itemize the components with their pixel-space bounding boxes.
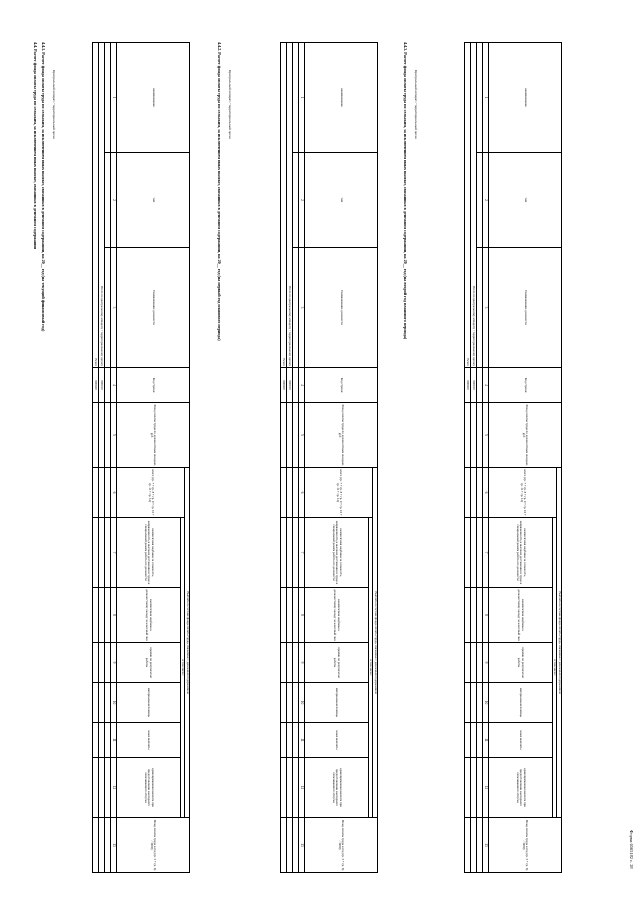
form-code: Форма 0505182 с. 28 — [629, 830, 634, 869]
table-cell — [476, 683, 482, 723]
table-cell — [476, 758, 482, 818]
table-cell — [464, 468, 470, 518]
table-cell — [104, 758, 110, 818]
section-4-4-1-title: 4.4.1. Расчет фонда оплаты труда по сельским, за исключением иных выплат, связанных в денежном содержании, на 20__ год (на текущий финансовый год) — [41, 42, 46, 332]
table-cell — [292, 403, 298, 468]
table3-num-5: 5 — [482, 403, 488, 468]
table2-num-10: 10 — [298, 683, 304, 723]
table1-grand-total-label: Всего — [92, 43, 98, 368]
table1-col-allowance-complexity: ежемесячная надбавка за сложность, напряженность и высокие достижения в труде и специальный режим работы по должности — [116, 518, 180, 588]
table2-col-name: наименование — [304, 43, 377, 153]
table-cell — [286, 818, 292, 873]
table2-col-incl: в том числе: — [368, 518, 373, 818]
table-cell — [292, 683, 298, 723]
table2-num-12: 12 — [298, 758, 304, 818]
table-cell — [280, 818, 286, 873]
table-cell — [104, 643, 110, 683]
table3-col-incl: в том числе: — [552, 518, 557, 818]
table-cell — [470, 518, 476, 588]
table3-col-position: Наименование должности — [488, 248, 561, 368]
table3-col-vacation: единовременная выплата при предоставлении ежегодного оплачиваемого отпуска — [488, 758, 552, 818]
table1-num-7: 7 — [110, 518, 116, 588]
table3-group-label: Центральный аппарат / территориальный орган — [414, 70, 418, 139]
table-cell — [104, 153, 110, 248]
table3-grand-total-label: Всего — [464, 43, 470, 368]
table-cell — [280, 723, 286, 758]
table2-col-type: тип — [304, 153, 377, 248]
table-cell — [292, 43, 298, 153]
table-cell — [92, 588, 98, 643]
table-cell — [286, 723, 292, 758]
table2-col-allowance-complexity: ежемесячная надбавка за сложность, напряженность и высокие достижения в труде и специальный режим работы по должности — [304, 518, 368, 588]
table1-col-type: тип — [116, 153, 189, 248]
table1-col-total: всего (гр. 7 + гр. 8 + гр. 9 + гр. 10 + гр. 11 + гр. 12) — [116, 468, 185, 518]
table-cell — [292, 518, 298, 588]
table-cell — [104, 723, 110, 758]
table-cell — [286, 758, 292, 818]
table1-col-name: наименование — [116, 43, 189, 153]
table3-num-13: 13 — [482, 818, 488, 873]
table3-col-line-code: Код строки — [488, 368, 561, 403]
table1-col-material-help: материальная помощь — [116, 683, 180, 723]
table-cell — [98, 683, 104, 723]
table1-col-position: Наименование должности — [116, 248, 189, 368]
table-cell — [92, 818, 98, 873]
table-cell — [280, 518, 286, 588]
table3-col-name: наименование — [488, 43, 561, 153]
table2-num-8: 8 — [298, 588, 304, 643]
table2-col-other: иные выплаты — [304, 723, 368, 758]
table-cell — [464, 518, 470, 588]
table-cell — [476, 368, 482, 403]
table2-col-annual-fund: Фонд оплаты труда в год (гр. 5 + гр. 6) / 1000) — [304, 818, 377, 873]
table-cell — [476, 403, 482, 468]
table2-col-vacation: единовременная выплата при предоставлении ежегодного оплачиваемого отпуска — [304, 758, 368, 818]
table-cell — [98, 758, 104, 818]
table-cell — [292, 643, 298, 683]
table-cell — [92, 723, 98, 758]
section-4-4-3-title: 4.4.3. Расчет фонда оплаты труда по сельским, за исключением иных выплат, связанных в денежном содержании, на 20__ год (на второй год планового периода) — [403, 42, 408, 340]
table2-col-fund-monthly: Фонд оплаты труда по должностным окладам, руб — [304, 403, 377, 468]
table1-col-bonus: премии по результатам работы — [116, 643, 180, 683]
table-cell — [470, 403, 476, 468]
table-cell — [98, 518, 104, 588]
table-cell — [470, 683, 476, 723]
table3-col-bonus: премии по результатам работы — [488, 643, 552, 683]
table-cell — [464, 643, 470, 683]
table-cell — [104, 248, 110, 368]
table2-col-payments-in-fund: Выплаты в составе фонда оплаты труда, связанные с денежным содержанием — [373, 468, 378, 818]
table1-col-annual-fund: Фонд оплаты труда в год (гр. 5 + гр. 6) / 1000) — [116, 818, 189, 873]
table-cell — [104, 403, 110, 468]
table-cell — [470, 818, 476, 873]
table-cell — [98, 723, 104, 758]
table-cell — [476, 588, 482, 643]
table-cell — [280, 683, 286, 723]
table2-num-9: 9 — [298, 643, 304, 683]
table2-num-1: 1 — [298, 43, 304, 153]
table1-num-6: 6 — [110, 468, 116, 518]
table-cell — [476, 43, 482, 153]
table2-num-13: 13 — [298, 818, 304, 873]
table3-col-material-help: материальная помощь — [488, 683, 552, 723]
table3-num-8: 8 — [482, 588, 488, 643]
table3-num-10: 10 — [482, 683, 488, 723]
table-cell — [280, 468, 286, 518]
table-cell — [470, 468, 476, 518]
table3-num-1: 1 — [482, 43, 488, 153]
table2-num-11: 11 — [298, 723, 304, 758]
table1-num-8: 8 — [110, 588, 116, 643]
table3-num-7: 7 — [482, 518, 488, 588]
table-cell — [286, 588, 292, 643]
table-cell — [470, 723, 476, 758]
table1-col-other: иные выплаты — [116, 723, 180, 758]
table-cell — [92, 468, 98, 518]
table-cell — [470, 643, 476, 683]
table2-num-7: 7 — [298, 518, 304, 588]
table1-num-2: 2 — [110, 153, 116, 248]
table-cell — [476, 818, 482, 873]
table3-col-other: иные выплаты — [488, 723, 552, 758]
table-cell — [476, 468, 482, 518]
table3-col-type: тип — [488, 153, 561, 248]
table-cell — [104, 683, 110, 723]
table-cell — [464, 683, 470, 723]
table2-col-material-help: материальная помощь — [304, 683, 368, 723]
table1-num-1: 1 — [110, 43, 116, 153]
table2-total-row-code: 900010 — [286, 368, 292, 403]
table3-num-12: 12 — [482, 758, 488, 818]
section-4-4-title: 4.4. Расчет фонда оплаты труда по сельским, за исключением иных выплат, связанных в денежном содержании — [33, 42, 38, 250]
table-cell — [92, 518, 98, 588]
table2-col-total: всего (гр. 7 + гр. 8 + гр. 9 + гр. 10 + гр. 11 + гр. 12) — [304, 468, 373, 518]
table-cell — [476, 248, 482, 368]
table3-num-4: 4 — [482, 368, 488, 403]
section-4-4-2-title: 4.4.2. Расчет фонда оплаты труда по сельским, за исключением иных выплат, связанных в денежном содержании, на 20__ год (на первый год планового периода) — [217, 42, 222, 341]
table-cell — [470, 758, 476, 818]
table3-total-row-label: Итого по центральному аппарату / территориальному органу — [470, 43, 476, 368]
table1-num-4: 4 — [110, 368, 116, 403]
table2-num-5: 5 — [298, 403, 304, 468]
table-cell — [476, 153, 482, 248]
table-cell — [280, 403, 286, 468]
table2-total-row-label: Итого по центральному аппарату / территориальному органу — [286, 43, 292, 368]
table2-num-2: 2 — [298, 153, 304, 248]
table-cell — [286, 518, 292, 588]
table3-total-row-code: 900010 — [470, 368, 476, 403]
table-cell — [464, 818, 470, 873]
table-cell — [292, 588, 298, 643]
table2-col-allowance-rank: ежемесячная надбавка к должностному окладу за классный чин — [304, 588, 368, 643]
table-cell — [98, 818, 104, 873]
table1-total-row-label: Итого по центральному аппарату / территориальному органу — [98, 43, 104, 368]
table-cell — [286, 468, 292, 518]
table3-num-6: 6 — [482, 468, 488, 518]
table-cell — [92, 758, 98, 818]
table1-col-vacation: единовременная выплата при предоставлении ежегодного оплачиваемого отпуска — [116, 758, 180, 818]
table1-col-incl: в том числе: — [180, 518, 185, 818]
table1-col-fund-monthly: Фонд оплаты труда по должностным окладам, руб — [116, 403, 189, 468]
table1-total-row-code: 900010 — [98, 368, 104, 403]
table1-num-13: 13 — [110, 818, 116, 873]
table3 — [464, 42, 562, 873]
table2 — [280, 42, 378, 873]
table-cell — [476, 643, 482, 683]
table1-num-12: 12 — [110, 758, 116, 818]
table-cell — [98, 468, 104, 518]
table3-col-total: всего (гр. 7 + гр. 8 + гр. 9 + гр. 10 + гр. 11 + гр. 12) — [488, 468, 557, 518]
table-cell — [292, 468, 298, 518]
table-cell — [286, 643, 292, 683]
table-cell — [104, 588, 110, 643]
table2-num-3: 3 — [298, 248, 304, 368]
table1-col-allowance-rank: ежемесячная надбавка к должностному окладу за классный чин — [116, 588, 180, 643]
table-cell — [98, 643, 104, 683]
table-cell — [104, 468, 110, 518]
table-cell — [292, 153, 298, 248]
table-cell — [286, 683, 292, 723]
table-cell — [464, 723, 470, 758]
table1-num-9: 9 — [110, 643, 116, 683]
table-cell — [292, 758, 298, 818]
table-cell — [292, 368, 298, 403]
table3-col-payments-in-fund: Выплаты в составе фонда оплаты труда, связанные с денежным содержанием — [557, 468, 562, 818]
table-cell — [104, 518, 110, 588]
table3-num-2: 2 — [482, 153, 488, 248]
table-cell — [104, 818, 110, 873]
table-cell — [104, 43, 110, 153]
table-cell — [92, 403, 98, 468]
table3-col-fund-monthly: Фонд оплаты труда по должностным окладам, руб — [488, 403, 561, 468]
table-cell — [98, 403, 104, 468]
table-cell — [280, 588, 286, 643]
table-cell — [470, 588, 476, 643]
table3-num-9: 9 — [482, 643, 488, 683]
table-cell — [476, 723, 482, 758]
table3-num-3: 3 — [482, 248, 488, 368]
table2-num-4: 4 — [298, 368, 304, 403]
table1 — [92, 42, 190, 873]
table2-group-label: Центральный аппарат / территориальный орган — [228, 70, 232, 139]
table-cell — [476, 518, 482, 588]
table2-col-line-code: Код строки — [304, 368, 377, 403]
table2-num-6: 6 — [298, 468, 304, 518]
table-cell — [292, 248, 298, 368]
table1-num-10: 10 — [110, 683, 116, 723]
table3-col-annual-fund: Фонд оплаты труда в год (гр. 5 + гр. 6) / 1000) — [488, 818, 561, 873]
table-cell — [280, 643, 286, 683]
table-cell — [464, 403, 470, 468]
table2-grand-total-code: 900020 — [280, 368, 286, 403]
table1-grand-total-code: 900020 — [92, 368, 98, 403]
table-cell — [104, 368, 110, 403]
table-cell — [292, 818, 298, 873]
table1-group-label: Центральный аппарат / территориальный орган — [52, 70, 56, 139]
table-cell — [464, 758, 470, 818]
table3-grand-total-code: 900020 — [464, 368, 470, 403]
table2-col-bonus: премии по результатам работы — [304, 643, 368, 683]
table1-num-11: 11 — [110, 723, 116, 758]
table2-grand-total-label: Всего — [280, 43, 286, 368]
table1-num-5: 5 — [110, 403, 116, 468]
table3-col-allowance-rank: ежемесячная надбавка к должностному окладу за классный чин — [488, 588, 552, 643]
table-cell — [92, 643, 98, 683]
table-cell — [286, 403, 292, 468]
table-cell — [98, 588, 104, 643]
table1-col-payments-in-fund: Выплаты в составе фонда оплаты труда, связанные с денежным содержанием — [185, 468, 190, 818]
table3-num-11: 11 — [482, 723, 488, 758]
table-cell — [92, 683, 98, 723]
table1-num-3: 3 — [110, 248, 116, 368]
table3-col-allowance-complexity: ежемесячная надбавка за сложность, напряженность и высокие достижения в труде и специальный режим работы по должности — [488, 518, 552, 588]
table1-col-line-code: Код строки — [116, 368, 189, 403]
table-cell — [464, 588, 470, 643]
table-cell — [292, 723, 298, 758]
table2-col-position: Наименование должности — [304, 248, 377, 368]
table-cell — [280, 758, 286, 818]
